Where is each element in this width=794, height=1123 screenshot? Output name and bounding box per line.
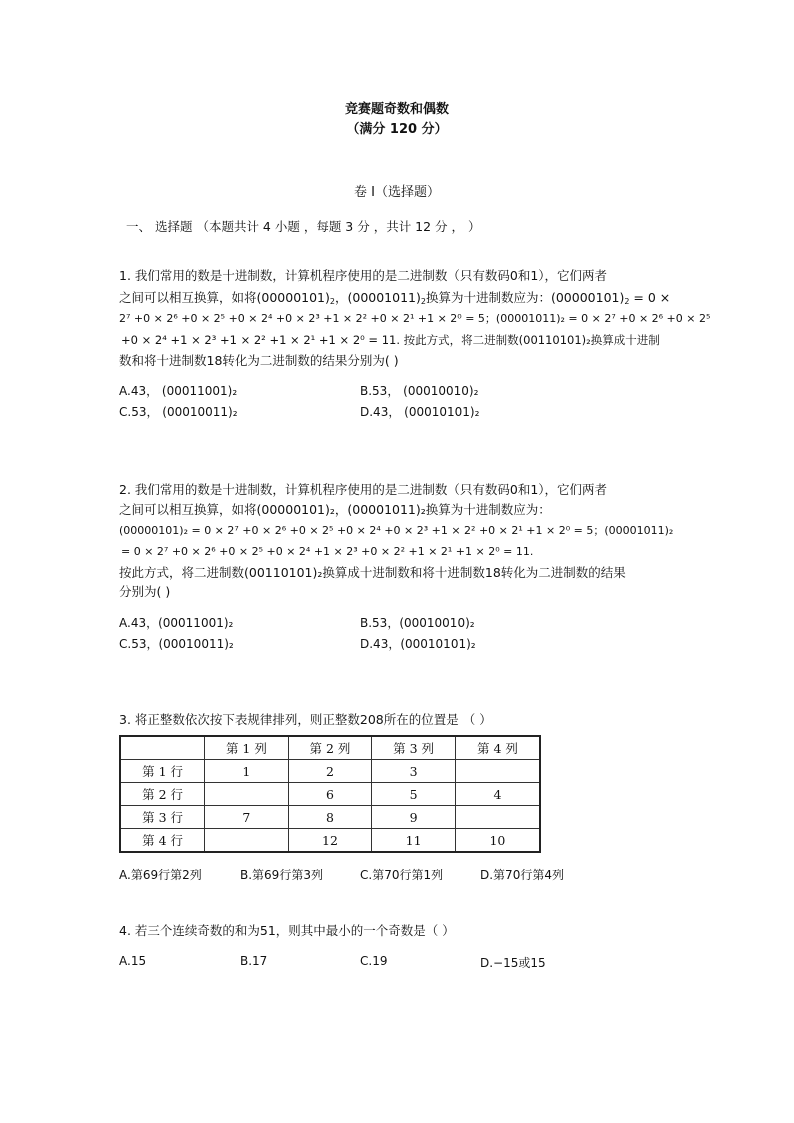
- q2-line-4: = 0 × 2⁷ +0 × 2⁶ +0 × 2⁵ +0 × 2⁴ +1 × 2³ +0 × 2² +1 × 2¹ +1 × 2⁰ = 11.: [121, 545, 534, 558]
- q4-option-d[interactable]: D.−15或15: [480, 956, 546, 970]
- q2-line-1: 2. 我们常用的数是十进制数，计算机程序使用的是二进制数（只有数码0和1），它们两者: [119, 482, 608, 497]
- q1-option-a[interactable]: A.43， (00011001)₂: [119, 384, 238, 398]
- q3-option-a[interactable]: A.第69行第2列: [119, 868, 202, 882]
- table-cell: [205, 829, 289, 853]
- table-cell: 12: [288, 829, 372, 853]
- q4-stem: 4. 若三个连续奇数的和为51，则其中最小的一个奇数是（ ）: [119, 923, 455, 938]
- q2-option-b[interactable]: B.53，(00010010)₂: [360, 616, 475, 630]
- q1-option-c[interactable]: C.53， (00010011)₂: [119, 405, 238, 419]
- table-cell: 5: [372, 783, 456, 806]
- table-cell: 第 4 行: [120, 829, 205, 853]
- q3-option-c[interactable]: C.第70行第1列: [360, 868, 444, 882]
- q1-line-1: 1. 我们常用的数是十进制数，计算机程序使用的是二进制数（只有数码0和1），它们两者: [119, 268, 608, 283]
- volume-title: 卷 I（选择题）: [354, 185, 440, 200]
- table-header-row: [120, 736, 540, 760]
- table-header-cell: 第 2 列: [288, 736, 372, 760]
- table-cell: 第 3 行: [120, 806, 205, 829]
- q1-line-3: 2⁷ +0 × 2⁶ +0 × 2⁵ +0 × 2⁴ +0 × 2³ +1 × 2² +0 × 2¹ +1 × 2⁰ = 5；(00001011)₂ = 0 × 2⁷ +0 × 2⁶ +0 × 2⁵: [119, 312, 711, 325]
- table-cell: 8: [288, 806, 372, 829]
- q2-option-a[interactable]: A.43，(00011001)₂: [119, 616, 234, 630]
- q4-option-a[interactable]: A.15: [119, 954, 147, 968]
- q1-line-5: 数和将十进制数18转化为二进制数的结果分别为( ): [119, 353, 399, 368]
- number-arrangement-table: [119, 735, 541, 853]
- q2-line-6: 分别为( ): [119, 584, 171, 599]
- q2-line-5: 按此方式，将二进制数(00110101)₂换算成十进制数和将十进制数18转化为二进制数的结果: [119, 565, 626, 580]
- table-row: [120, 806, 540, 829]
- table-cell: 3: [372, 760, 456, 783]
- table-row: [120, 783, 540, 806]
- q3-stem: 3. 将正整数依次按下表规律排列，则正整数208所在的位置是 （ ）: [119, 712, 492, 727]
- table-cell: 7: [205, 806, 289, 829]
- q1-option-d[interactable]: D.43， (00010101)₂: [360, 405, 480, 419]
- table-header-cell: 第 3 列: [372, 736, 456, 760]
- q3-option-b[interactable]: B.第69行第3列: [240, 868, 323, 882]
- section-heading: 一、 选择题 （本题共计 4 小题 ，每题 3 分 ，共计 12 分 ， ）: [126, 219, 481, 234]
- table-header-cell: 第 4 列: [455, 736, 540, 760]
- score-note: （满分 120 分）: [346, 122, 448, 137]
- q2-option-d[interactable]: D.43，(00010101)₂: [360, 637, 476, 651]
- table-cell: 第 1 行: [120, 760, 205, 783]
- table-row: [120, 829, 540, 853]
- q1-line-4: +0 × 2⁴ +1 × 2³ +1 × 2² +1 × 2¹ +1 × 2⁰ = 11. 按此方式，将二进制数(00110101)₂换算成十进制: [121, 333, 660, 347]
- q4-option-b[interactable]: B.17: [240, 954, 268, 968]
- table-cell: 4: [455, 783, 540, 806]
- q3-option-d[interactable]: D.第70行第4列: [480, 868, 564, 882]
- q2-line-3: (00000101)₂ = 0 × 2⁷ +0 × 2⁶ +0 × 2⁵ +0 × 2⁴ +0 × 2³ +1 × 2² +0 × 2¹ +1 × 2⁰ = 5；(00001011)₂: [119, 524, 674, 537]
- table-cell: 第 2 行: [120, 783, 205, 806]
- table-cell: 1: [205, 760, 289, 783]
- table-cell: [455, 760, 540, 783]
- table-cell: 11: [372, 829, 456, 853]
- table-cell: 2: [288, 760, 372, 783]
- q2-line-2: 之间可以相互换算，如将(00000101)₂，(00001011)₂换算为十进制数应为：: [119, 502, 551, 517]
- table-header-cell: [120, 736, 205, 760]
- q2-option-c[interactable]: C.53，(00010011)₂: [119, 637, 234, 651]
- q1-option-b[interactable]: B.53， (00010010)₂: [360, 384, 479, 398]
- table-cell: [455, 806, 540, 829]
- table-row: [120, 760, 540, 783]
- page-title: 竞赛题奇数和偶数: [344, 102, 449, 117]
- table-cell: [205, 783, 289, 806]
- q4-option-c[interactable]: C.19: [360, 954, 388, 968]
- table-cell: 10: [455, 829, 540, 853]
- q1-line-2: 之间可以相互换算，如将$(00000101)_2$，$(00001011)_2$换算为十进制数应为：$(00000101)_2 = 0$ ×: [119, 290, 671, 306]
- table-header-cell: 第 1 列: [205, 736, 289, 760]
- table-cell: 9: [372, 806, 456, 829]
- table-cell: 6: [288, 783, 372, 806]
